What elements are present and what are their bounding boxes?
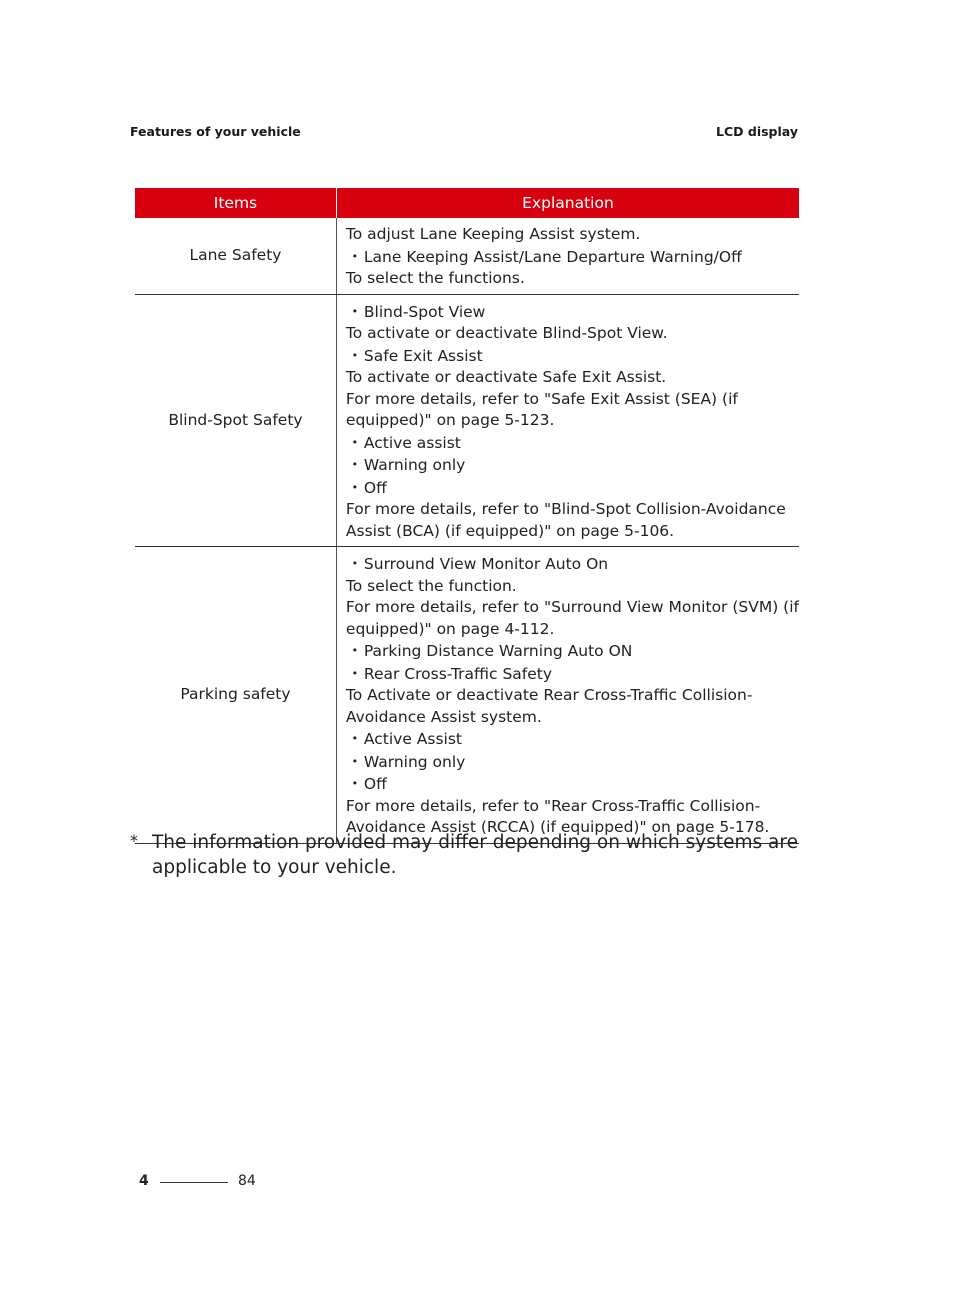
bullet-item: • Warning only bbox=[346, 454, 799, 477]
page-number: 84 bbox=[238, 1173, 256, 1189]
column-header-items: Items bbox=[135, 188, 336, 218]
explanation-cell bbox=[336, 294, 799, 547]
column-header-explanation: Explanation bbox=[336, 188, 799, 218]
bullet-item: • Active Assist bbox=[346, 728, 799, 751]
item-cell: Lane Safety bbox=[135, 218, 336, 294]
bullet-item: • Blind-Spot View bbox=[346, 301, 799, 324]
footer-divider bbox=[160, 1182, 228, 1183]
settings-table bbox=[135, 188, 799, 844]
bullet-item: • Off bbox=[346, 773, 799, 796]
explanation-line: To adjust Lane Keeping Assist system. bbox=[345, 225, 641, 243]
explanation-line: Assist (BCA) (if equipped)" on page 5-106. bbox=[345, 521, 675, 540]
bullet-item: • Lane Keeping Assist/Lane Departure Warning/Off bbox=[346, 246, 799, 269]
bullet-item: • Parking Distance Warning Auto ON bbox=[346, 640, 799, 663]
explanation-cell bbox=[336, 547, 799, 844]
bullet-item: • Off bbox=[346, 477, 799, 500]
explanation-line: For more details, refer to "Surround View Monitor (SVM) (if bbox=[345, 598, 799, 616]
explanation-line: Avoidance Assist (RCCA) (if equipped)" on page 5-178. bbox=[345, 818, 770, 836]
bullet-item: • Rear Cross-Traffic Safety bbox=[346, 663, 799, 686]
explanation-line: For more details, refer to "Blind-Spot Collision-Avoidance bbox=[345, 500, 786, 518]
explanation-line: To activate or deactivate Safe Exit Assist. bbox=[345, 368, 667, 386]
section-title: Features of your vehicle bbox=[130, 124, 301, 139]
item-cell: Blind-Spot Safety bbox=[135, 294, 336, 547]
bullet-item: • Safe Exit Assist bbox=[346, 345, 799, 368]
explanation-line: For more details, refer to "Rear Cross-Traffic Collision- bbox=[345, 796, 761, 815]
table-header-row bbox=[135, 188, 799, 218]
explanation-line: equipped)" on page 4-112. bbox=[345, 619, 555, 638]
footnote-marker: * bbox=[130, 831, 138, 850]
table-row bbox=[135, 218, 799, 294]
explanation-line: To Activate or deactivate Rear Cross-Traffic Collision- bbox=[345, 686, 753, 704]
footnote-text: The information provided may differ depending on which systems are applicable to your vehicle. bbox=[152, 832, 798, 878]
table-row bbox=[135, 547, 799, 844]
table-row bbox=[135, 294, 799, 547]
explanation-line: To select the functions. bbox=[345, 269, 525, 287]
item-cell: Parking safety bbox=[135, 547, 336, 844]
footnote bbox=[130, 830, 810, 880]
explanation-line: For more details, refer to "Safe Exit Assist (SEA) (if bbox=[345, 389, 738, 408]
page-topic: LCD display bbox=[716, 124, 798, 139]
explanation-line: Avoidance Assist system. bbox=[345, 707, 542, 726]
chapter-number: 4 bbox=[139, 1173, 149, 1189]
bullet-item: • Surround View Monitor Auto On bbox=[346, 553, 799, 576]
table-body bbox=[135, 218, 799, 843]
explanation-line: To select the function. bbox=[345, 576, 517, 595]
bullet-item: • Warning only bbox=[346, 751, 799, 774]
explanation-cell bbox=[336, 218, 799, 294]
explanation-line: To activate or deactivate Blind-Spot View. bbox=[345, 324, 668, 342]
bullet-item: • Active assist bbox=[346, 432, 799, 455]
explanation-line: equipped)" on page 5-123. bbox=[345, 411, 555, 429]
